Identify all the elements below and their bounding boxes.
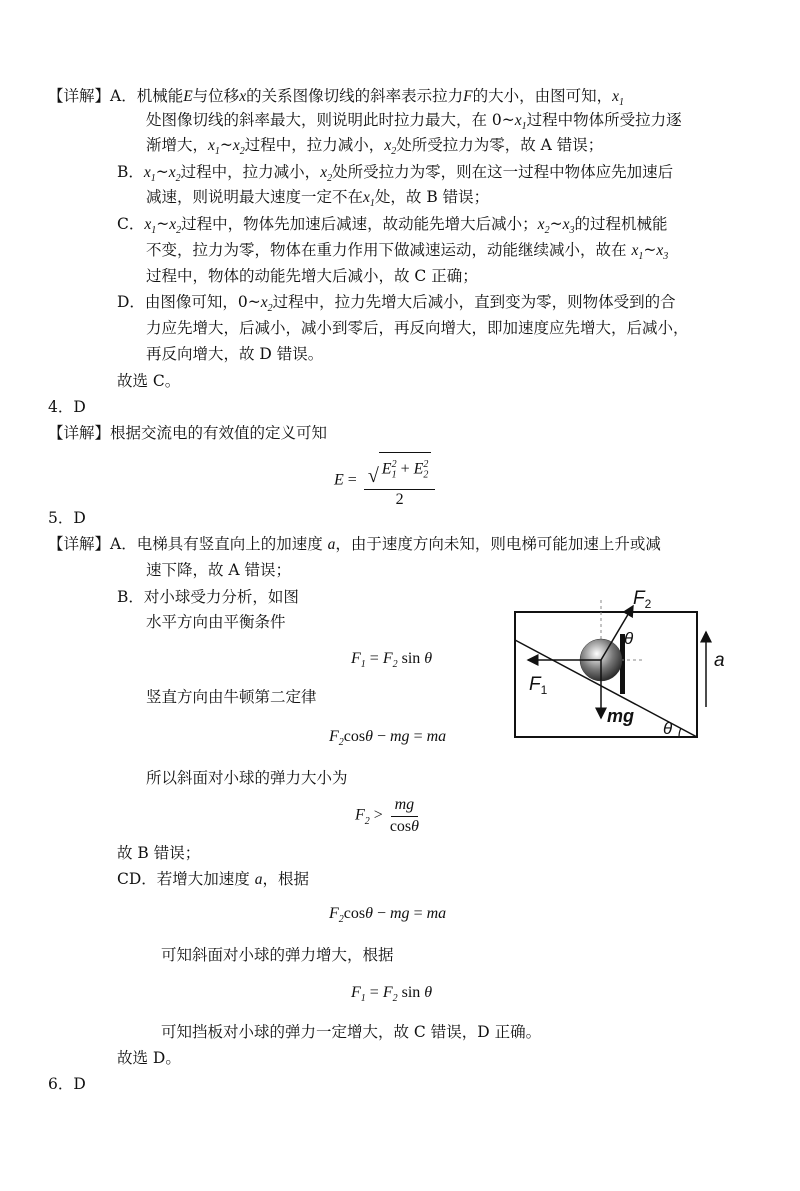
q5-answer: 故选 D。 bbox=[117, 1049, 181, 1067]
q3-line-d2: 力应先增大，后减小，减小到零后，再反向增大，即加速度应先增大，后减小， bbox=[146, 319, 689, 337]
q3-line-b1: B．$x_1\sim x_2$过程中，拉力减小，$x_2$处所受拉力为零，则在这一过程中物体应先加速后 bbox=[117, 163, 674, 185]
q3-line-b2: 减速，则说明最大速度一定不在$x_1$处，故 B 错误； bbox=[146, 188, 490, 210]
q6-header: 6．D bbox=[48, 1075, 86, 1093]
q3-answer: 故选 C。 bbox=[117, 372, 181, 390]
force-diagram bbox=[503, 582, 743, 752]
theta-bottom-label: θ bbox=[663, 719, 673, 738]
theta-top-label: θ bbox=[624, 629, 634, 648]
q5-formula-newton-2: $F_2\cos\theta$ − mg = ma bbox=[329, 905, 447, 926]
q5-line-b4: 所以斜面对小球的弹力大小为 bbox=[146, 769, 348, 787]
q3-line-a3: 渐增大，$x_1\sim x_2$过程中，拉力减小，$x_2$处所受拉力为零，故 A 错误； bbox=[146, 136, 604, 158]
q5-line-cd2: 可知斜面对小球的弹力增大，根据 bbox=[161, 946, 394, 964]
q3-line-c3: 过程中，物体的动能先增大后减小，故 C 正确； bbox=[146, 267, 478, 285]
q5-line-b5: 故 B 错误； bbox=[117, 844, 201, 862]
q4-header: 4．D bbox=[48, 398, 86, 416]
a-label: a bbox=[714, 650, 725, 671]
q5-formula-newton: $F_2\cos\theta$ − mg = ma bbox=[329, 728, 447, 749]
q4-line-1: 【详解】根据交流电的有效值的定义可知 bbox=[48, 424, 328, 442]
angle-arc bbox=[679, 728, 681, 737]
q3-line-d3: 再反向增大，故 D 错误。 bbox=[146, 345, 324, 363]
q5-line-b3: 竖直方向由牛顿第二定律 bbox=[146, 688, 317, 706]
q5-line-cd3: 可知挡板对小球的弹力一定增大，故 C 错误，D 正确。 bbox=[161, 1023, 542, 1041]
f2-label: $F_2$ bbox=[633, 588, 652, 611]
q5-formula-f1: $F_1 = F_2$ sin θ bbox=[351, 650, 433, 671]
q5-line-b2: 水平方向由平衡条件 bbox=[146, 613, 286, 631]
q3-line-a1: 【详解】A．机械能E与位移x的关系图像切线的斜率表示拉力F的大小，由图可知，$x_1$ bbox=[48, 87, 624, 109]
q3-line-a2: 处图像切线的斜率最大，则说明此时拉力最大，在 $0\sim x_1$过程中物体所受拉力逐 bbox=[146, 111, 682, 133]
q3-line-c1: C．$x_1\sim x_2$过程中，物体先加速后减速，故动能先增大后减小；$x_2\sim x_3$的过程机械能 bbox=[117, 215, 668, 237]
q5-line-a1: 【详解】A．电梯具有竖直向上的加速度 a，由于速度方向未知，则电梯可能加速上升或减 bbox=[48, 535, 661, 553]
q3-line-d1: D．由图像可知，$0\sim x_2$过程中，拉力先增大后减小，直到变为零，则物体受到的合 bbox=[117, 293, 676, 315]
f1-label: $F_1$ bbox=[529, 674, 548, 697]
q5-formula-inequality: $F_2$ > $\frac{mg}{\cos\theta}$ bbox=[355, 796, 419, 835]
q5-line-cd1: CD．若增大加速度 a，根据 bbox=[117, 870, 309, 888]
q5-header: 5．D bbox=[48, 509, 86, 527]
mg-label: mg bbox=[607, 706, 634, 726]
q5-line-b1: B．对小球受力分析，如图 bbox=[117, 588, 299, 606]
q5-formula-f1-2: $F_1 = F_2$ sin θ bbox=[351, 984, 433, 1005]
q3-line-c2: 不变，拉力为零，物体在重力作用下做减速运动，动能继续减小，故在 $x_1\sim x_3$ bbox=[146, 241, 669, 263]
q4-formula: E = √ $E_1^2 + E_2^2$ 2 bbox=[334, 452, 438, 510]
q5-line-a2: 速下降，故 A 错误； bbox=[146, 561, 292, 579]
